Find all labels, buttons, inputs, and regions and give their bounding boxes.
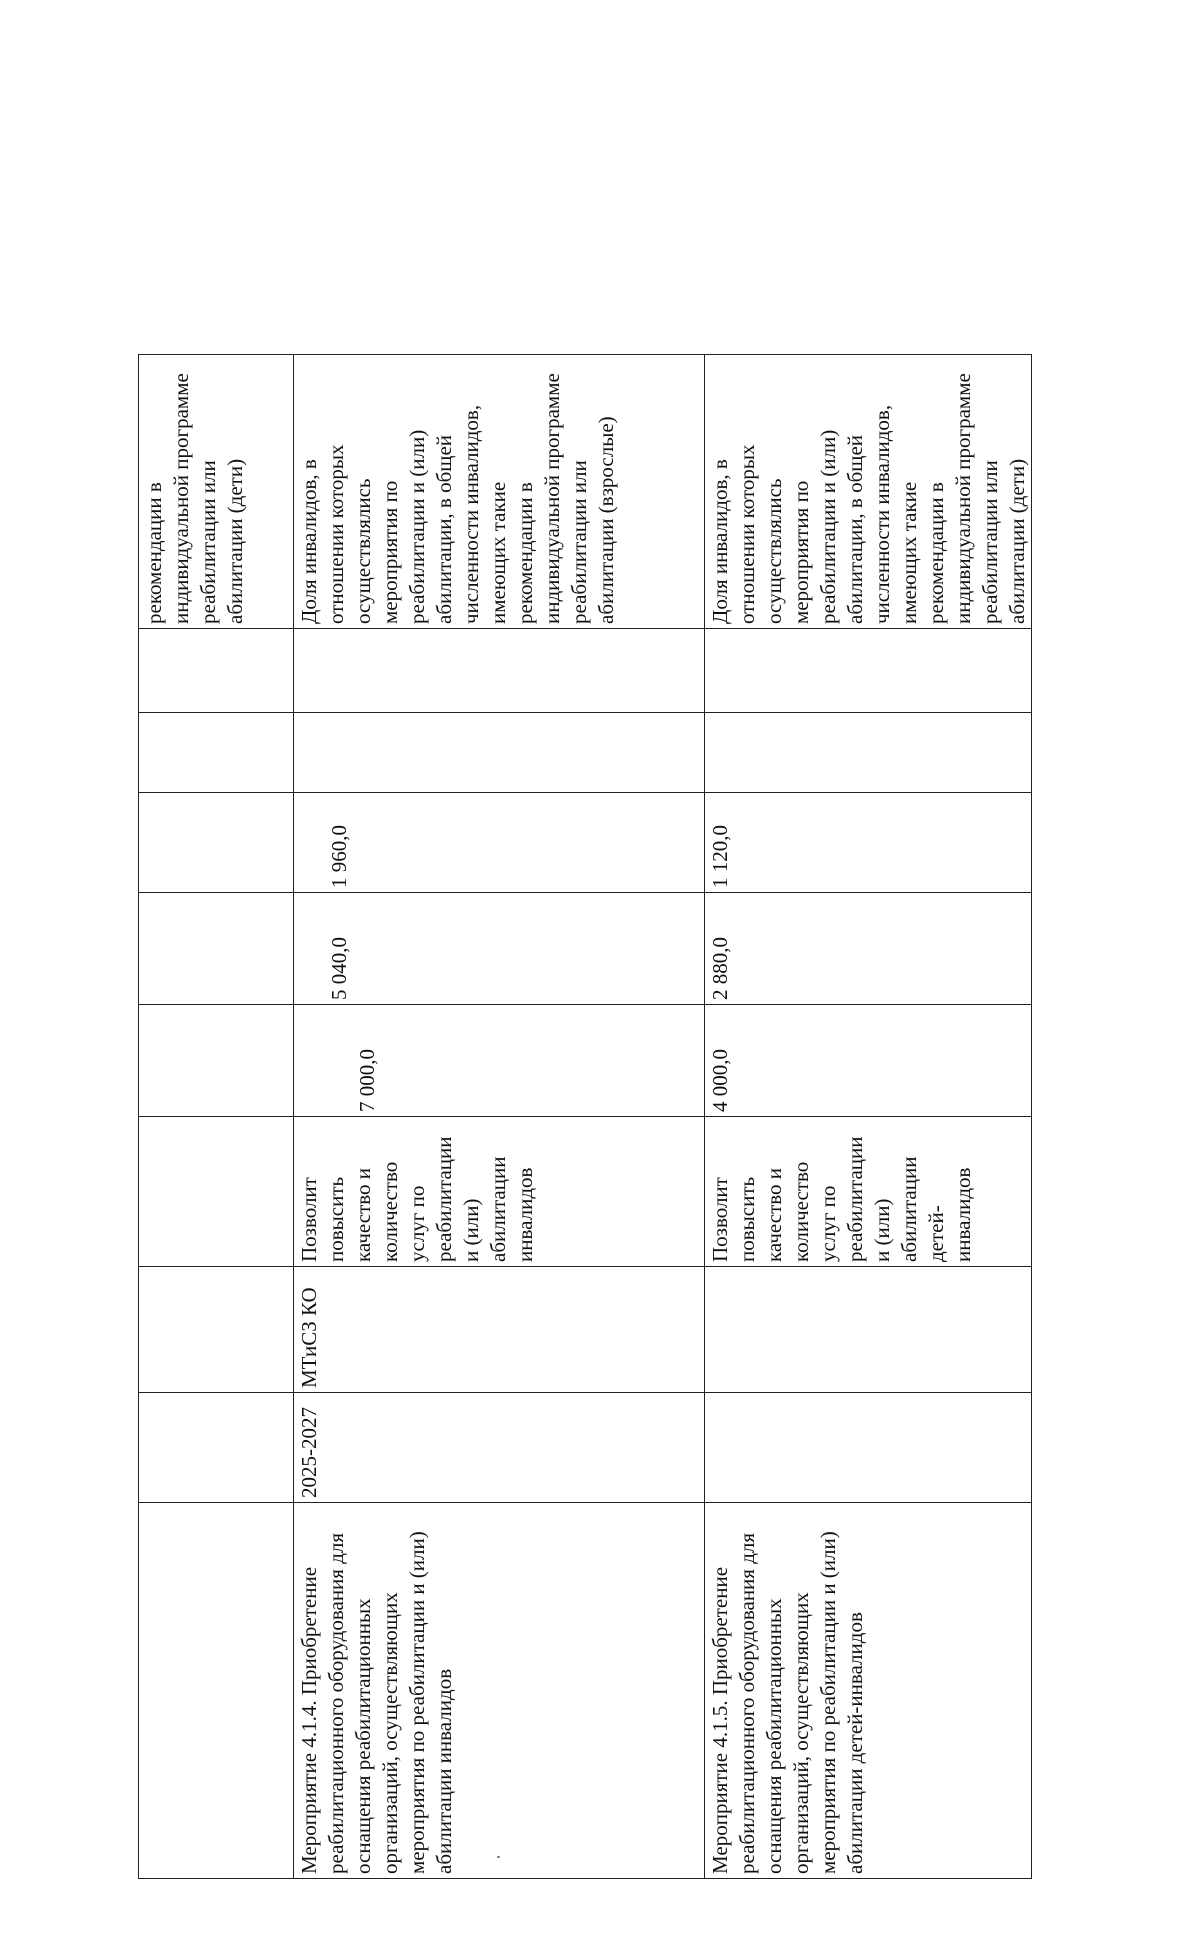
amount-b-cell: 1 120,0: [705, 793, 1032, 893]
measures-table: [138, 354, 1032, 1879]
amount-d-cell: [139, 629, 294, 713]
period-cell: [139, 1393, 294, 1503]
amount-b-cell: [139, 793, 294, 893]
table-row: [705, 355, 1032, 1879]
amount-a-cell: 2 880,0: [705, 893, 1032, 1005]
amount-c-cell: [139, 713, 294, 793]
rotated-table-frame: [138, 355, 1029, 1879]
result-cell: Позволит повысить качество и количество услуг по реабилитации и (или) абилитации инвалидов: [294, 1117, 705, 1267]
amount-c-cell: [705, 713, 1032, 793]
executor-cell: [139, 1267, 294, 1393]
table-row-continuation: [139, 355, 294, 1879]
indicator-cell: Доля инвалидов, в отношении которых осуществлялись мероприятия по реабилитации и (или) абилитации, в общей численности инвалидов, имеющих такие рекомендации в индивидуальной программе реабилитации или абилитации (дети): [705, 355, 1032, 629]
result-cell: [139, 1117, 294, 1267]
table-row: [294, 355, 705, 1879]
indicator-cell: рекомендации в индивидуальной программе реабилитации или абилитации (дети): [139, 355, 294, 629]
period-cell: [705, 1393, 1032, 1503]
amount-c-cell: [294, 713, 705, 793]
amount-total-cell: [139, 1005, 294, 1117]
amount-d-cell: [294, 629, 705, 713]
amount-total-cell: 4 000,0: [705, 1005, 1032, 1117]
scan-speck: [497, 1856, 500, 1858]
amount-d-cell: [705, 629, 1032, 713]
amount-a-cell: 5 040,0: [294, 893, 705, 1005]
executor-cell: МТиСЗ КО: [294, 1267, 705, 1393]
indicator-cell: Доля инвалидов, в отношении которых осуществлялись мероприятия по реабилитации и (или) абилитации, в общей численности инвалидов, имеющих такие рекомендации в индивидуальной программе реабилитации или абилитации (взрослые): [294, 355, 705, 629]
executor-cell: [705, 1267, 1032, 1393]
amount-b-cell: 1 960,0: [294, 793, 705, 893]
result-cell: Позволит повысить качество и количество услуг по реабилитации и (или) абилитации детей-инвалидов: [705, 1117, 1032, 1267]
period-cell: 2025-2027: [294, 1393, 705, 1503]
amount-total-cell: 7 000,0: [294, 1005, 705, 1117]
event-cell: [139, 1503, 294, 1879]
amount-a-cell: [139, 893, 294, 1005]
event-cell: Мероприятие 4.1.4. Приобретение реабилитационного оборудования для оснащения реабилитационных организаций, осуществляющих мероприятия по реабилитации и (или) абилитации инвалидов: [294, 1503, 705, 1879]
event-cell: Мероприятие 4.1.5. Приобретение реабилитационного оборудования для оснащения реабилитационных организаций, осуществляющих мероприятия по реабилитации и (или) абилитации детей-инвалидов: [705, 1503, 1032, 1879]
